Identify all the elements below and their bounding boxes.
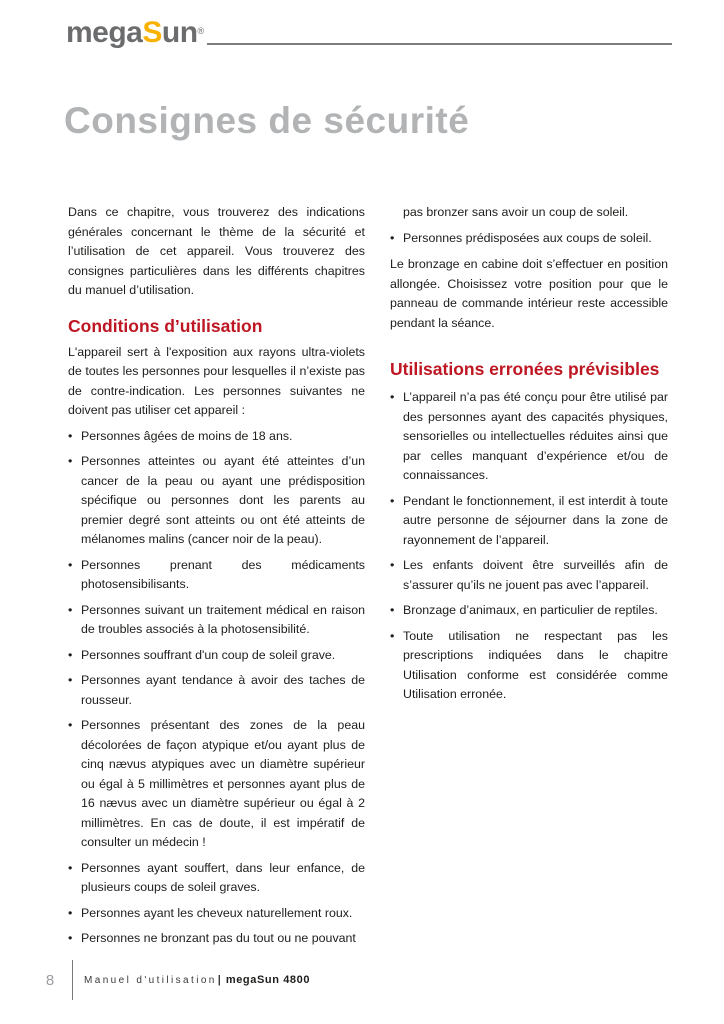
- bullet-marker-icon: •: [68, 557, 73, 572]
- bullet-marker-icon: •: [68, 905, 73, 920]
- bullet-item: [68, 427, 365, 447]
- bullet-item: [390, 388, 668, 486]
- bullet-marker-icon: •: [68, 602, 73, 617]
- left-column: [68, 203, 365, 949]
- bullet-item: [68, 452, 365, 550]
- bullet-marker-icon: •: [68, 931, 73, 945]
- bullet-item: [68, 859, 365, 898]
- bullet-marker-icon: •: [68, 428, 73, 443]
- bullet-marker-icon: •: [68, 673, 73, 687]
- bullet-text: L’appareil n’a pas été conçu pour être utilisé par des personnes ayant des capacités physiques, sensorielles ou intellectuelles réduites ainsi que par celles manquant d’expérience et/ou de connaissances.: [403, 390, 668, 482]
- conditions-bullet-list: [68, 427, 365, 949]
- bullet-continuation-line: pas bronzer sans avoir un coup de soleil.: [403, 205, 629, 219]
- bullet-text: Personnes souffrant d'un coup de soleil grave.: [81, 647, 336, 662]
- bullet-item: [68, 556, 365, 595]
- conditions-lead-paragraph: L'appareil sert à l'exposition aux rayons ultra-violets de toutes les personnes pour lesquelles il n’existe pas de contre-indication. Les personnes suivantes ne doivent pas utiliser cet appareil :: [68, 344, 365, 417]
- megasun-logo: [66, 18, 204, 48]
- footer-product-name: megaSun 4800: [225, 974, 311, 986]
- bullet-item: [390, 556, 668, 595]
- bullet-text: Personnes âgées de moins de 18 ans.: [81, 428, 293, 443]
- erroneous-use-bullet-list: [390, 388, 668, 705]
- bullet-marker-icon: •: [390, 558, 395, 572]
- logo-text-un: un: [161, 16, 198, 49]
- bullet-item: [68, 601, 365, 640]
- bullet-item: [68, 716, 365, 853]
- bullet-marker-icon: •: [390, 390, 395, 404]
- bullet-text: Personnes ayant souffert, dans leur enfance, de plusieurs coups de soleil graves.: [81, 860, 365, 894]
- bullet-marker-icon: •: [390, 230, 395, 245]
- bullet-text: Toute utilisation ne respectant pas les prescriptions indiquées dans le chapitre Utilisation conforme est considérée comme Utilisation erronée.: [403, 628, 668, 701]
- bullet-text: Personnes ayant les cheveux naturellement roux.: [81, 905, 353, 920]
- bullet-item: [68, 904, 365, 924]
- content-columns: [68, 203, 668, 949]
- page-header: [66, 18, 672, 48]
- bullet-marker-icon: •: [390, 603, 395, 617]
- bullet-item: [68, 929, 365, 949]
- bullet-item: [390, 492, 668, 551]
- bullet-item: [68, 671, 365, 710]
- cabin-position-paragraph: Le bronzage en cabine doit s’effectuer en position allongée. Choisissez votre position pour que le panneau de commande intérieur reste accessible pendant la séance.: [390, 257, 668, 330]
- section-heading-erroneous-use: Utilisations erronées prévisibles: [390, 359, 660, 379]
- bullet-text: Personnes prédisposées aux coups de soleil.: [403, 230, 652, 245]
- bullet-item: [390, 627, 668, 705]
- bullet-marker-icon: •: [390, 493, 395, 508]
- footer-manual-label: Manuel d'utilisation: [84, 974, 217, 986]
- bullet-marker-icon: •: [68, 860, 73, 875]
- bullet-text: Personnes atteintes ou ayant été atteintes d’un cancer de la peau ou ayant une prédisposition spécifique ou personnes dont les parents au premier degré sont atteints ou ont été atteints de mélanomes malins (cancer noir de la peau).: [81, 454, 365, 546]
- page-number: 8: [45, 971, 55, 989]
- page-title: Consignes de sécurité: [64, 100, 470, 141]
- bullet-text: Personnes suivant un traitement médical en raison de troubles associés à la photosensibilité.: [81, 602, 365, 636]
- bullet-item: [68, 646, 365, 666]
- bullet-marker-icon: •: [390, 628, 395, 643]
- bullet-item: [390, 229, 668, 249]
- footer-separator: |: [217, 974, 221, 986]
- page-footer: [36, 960, 310, 1000]
- bullet-marker-icon: •: [68, 647, 73, 662]
- bullet-text: Bronzage d’animaux, en particulier de reptiles.: [403, 603, 658, 617]
- intro-paragraph: Dans ce chapitre, vous trouverez des indications générales concernant le thème de la sécurité et l’utilisation de cet appareil. Vous trouverez des consignes particulières dans les différents chapitres du manuel d’utilisation.: [68, 205, 365, 297]
- bullet-text: Personnes ne bronzant pas du tout ou ne pouvant: [81, 931, 356, 945]
- bullet-text: Personnes prenant des médicaments photosensibilisants.: [81, 557, 365, 591]
- bullet-text: Personnes ayant tendance à avoir des taches de rousseur.: [81, 673, 365, 707]
- section-heading-conditions: Conditions d’utilisation: [68, 315, 263, 336]
- top-bullet-list: [390, 229, 668, 249]
- bullet-marker-icon: •: [68, 718, 73, 732]
- logo-text-s: S: [142, 16, 162, 49]
- header-rule: [207, 43, 672, 45]
- right-column: [390, 203, 668, 949]
- bullet-item: [390, 601, 668, 621]
- footer-divider: [72, 960, 73, 1000]
- registered-mark-icon: ®: [197, 26, 205, 36]
- logo-text-mega: mega: [66, 16, 143, 49]
- bullet-marker-icon: •: [68, 454, 73, 468]
- bullet-text: Personnes présentant des zones de la peau décolorées de façon atypique et/ou ayant plus de cinq nævus atypiques avec un diamètre supérieur ou égal à 5 millimètres et personnes ayant plus de 16 nævus avec un diamètre supérieur ou égal à 2 millimètres. En cas de doute, il est impératif de consulter un médecin !: [81, 718, 365, 849]
- bullet-text: Pendant le fonctionnement, il est interdit à toute autre personne de séjourner dans la zone de rayonnement de l’appareil.: [403, 493, 668, 547]
- bullet-text: Les enfants doivent être surveillés afin de s’assurer qu’ils ne jouent pas avec l’appareil.: [403, 558, 668, 592]
